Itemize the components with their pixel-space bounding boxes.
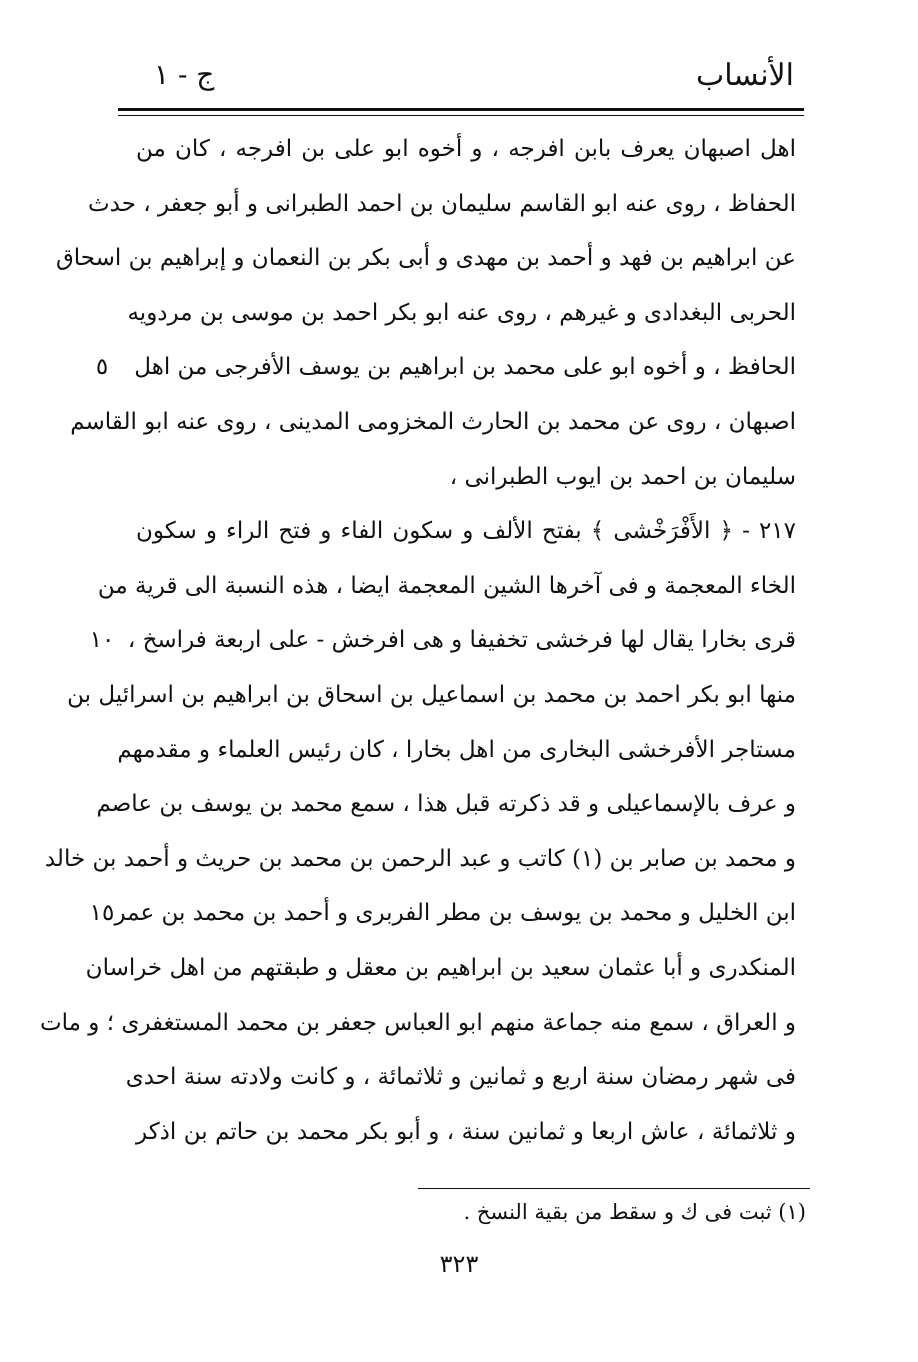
text-line — [0, 561, 918, 616]
line-text: و ثلاثمائة ، عاش اربعا و ثمانين سنة ، و أبو بكر محمد بن حاتم بن اذكر — [136, 1118, 796, 1145]
text-line — [0, 452, 918, 507]
text-line — [0, 1107, 918, 1162]
body-text — [0, 124, 918, 1161]
volume-label: ج - ١ — [154, 58, 215, 91]
text-line — [0, 342, 918, 397]
page-number: ٣٢٣ — [439, 1250, 479, 1278]
line-text: قرى بخارا يقال لها فرخشى تخفيفا و هى افرخش - على اربعة فراسخ ، — [127, 627, 796, 654]
running-title: الأنساب — [696, 58, 794, 93]
line-text: ٢١٧ - ﴿ الأَفْرَخْشى ﴾ بفتح الألف و سكون الفاء و فتح الراء و سكون — [136, 518, 796, 545]
text-line — [0, 998, 918, 1053]
line-text: المنكدرى و أبا عثمان سعيد بن ابراهيم بن معقل و طبقتهم من اهل خراسان — [85, 954, 796, 981]
text-line — [0, 943, 918, 998]
line-text: الحافظ ، و أخوه ابو على محمد بن ابراهيم بن يوسف الأفرجى من اهل — [134, 354, 796, 381]
text-line — [0, 288, 918, 343]
text-line — [0, 888, 918, 943]
line-text: ابن الخليل و محمد بن يوسف بن مطر الفربرى و أحمد بن محمد بن عمر — [114, 900, 796, 927]
line-text: و محمد بن صابر بن (١) كاتب و عبد الرحمن بن محمد بن حريث و أحمد بن خالد — [44, 845, 796, 872]
text-line — [0, 725, 918, 780]
line-number: ١٠ — [89, 627, 115, 654]
line-text: الخاء المعجمة و فى آخرها الشين المعجمة ايضا ، هذه النسبة الى قرية من — [97, 572, 796, 599]
text-line — [0, 179, 918, 234]
line-text: عن ابراهيم بن فهد و أحمد بن مهدى و أبى بكر بن النعمان و إبراهيم بن اسحاق — [55, 245, 796, 272]
line-text: مستاجر الأفرخشى البخارى من اهل بخارا ، كان رئيس العلماء و مقدمهم — [117, 736, 796, 763]
page-header — [118, 58, 804, 102]
line-text: الحفاظ ، روى عنه ابو القاسم سليمان بن احمد الطبرانى و أبو جعفر ، حدث — [88, 190, 796, 217]
text-line — [0, 233, 918, 288]
line-text: منها ابو بكر احمد بن محمد بن اسماعيل بن اسحاق بن ابراهيم بن اسرائيل بن — [67, 681, 796, 708]
text-line — [0, 124, 918, 179]
line-text: و عرف بالإسماعيلى و قد ذكرته قبل هذا ، سمع محمد بن يوسف بن عاصم — [96, 791, 796, 818]
header-rule-thick — [118, 108, 804, 111]
line-text: سليمان بن احمد بن ايوب الطبرانى ، — [449, 463, 796, 490]
line-text: و العراق ، سمع منه جماعة منهم ابو العباس جعفر بن محمد المستغفرى ؛ و مات — [39, 1009, 796, 1036]
line-number: ١٥ — [89, 900, 115, 927]
line-text: فى شهر رمضان سنة اربع و ثمانين و ثلاثمائة ، و كانت ولادته سنة احدى — [125, 1064, 796, 1091]
text-line — [0, 397, 918, 452]
text-line — [0, 506, 918, 561]
text-line — [0, 1052, 918, 1107]
line-number: ٥ — [95, 354, 109, 381]
footnote-rule — [418, 1188, 810, 1189]
header-rule-thin — [118, 115, 804, 116]
text-line — [0, 670, 918, 725]
text-line — [0, 834, 918, 889]
line-text: الحربى البغدادى و غيرهم ، روى عنه ابو بكر احمد بن موسى بن مردويه — [127, 299, 796, 326]
line-text: اهل اصبهان يعرف بابن افرجه ، و أخوه ابو على بن افرجه ، كان من — [136, 136, 796, 162]
text-line — [0, 615, 918, 670]
line-text: اصبهان ، روى عن محمد بن الحارث المخزومى المدينى ، روى عنه ابو القاسم — [70, 408, 796, 435]
footnote: (١) ثبت فى ك و سقط من بقية النسخ . — [463, 1200, 806, 1224]
text-line — [0, 779, 918, 834]
